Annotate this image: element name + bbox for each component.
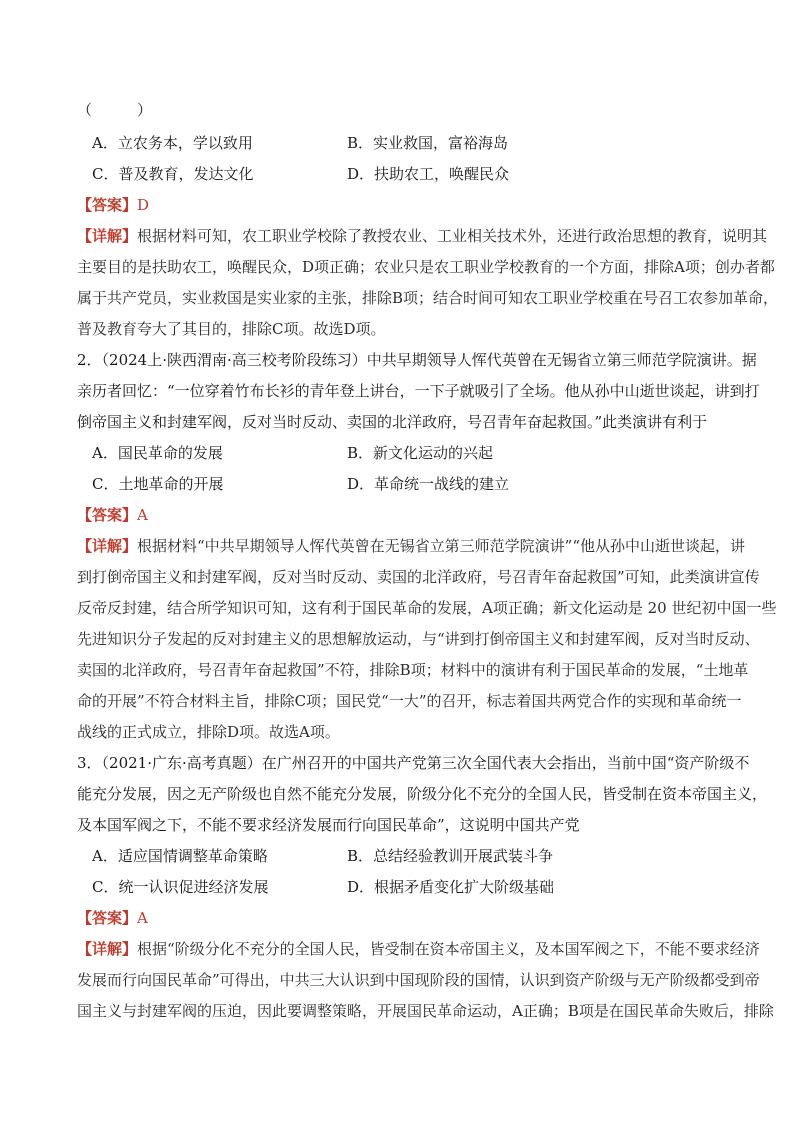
q2-detail-line-5: 卖国的北洋政府，号召青年奋起救国”不符，排除B项；材料中的演讲有利于国民革命的发展，“土地革 [77,661,749,679]
q1-option-a: A．立农务本，学以致用 [92,134,253,152]
q1-answer-line [77,195,754,215]
q2-detail-line-4: 先进知识分子发起的反对封建主义的思想解放运动，与“讲到打倒帝国主义和封建军阀，反对当时反动、 [77,630,760,648]
q2-answer: A [137,506,148,524]
q2-option-b: B．新文化运动的兴起 [347,444,494,462]
detail-tag: 【详解】 [77,227,138,245]
q2-stem-line-1: 2．（2024上·陕西渭南·高三校考阶段练习）中共早期领导人恽代英曾在无锡省立第三师范学院演讲。据 [77,351,757,369]
answer-tag: 【答案】 [77,909,138,927]
q3-option-d: D．根据矛盾变化扩大阶级基础 [347,878,555,896]
q3-option-b: B．总结经验教训开展武装斗争 [347,847,554,865]
detail-tag: 【详解】 [77,940,138,958]
q3-detail-text: 根据“阶级分化不充分的全国人民，皆受制在资本帝国主义，及本国军阀之下，不能不要求经济 [137,940,760,958]
q3-stem-line-2: 能充分发展，因之无产阶级也自然不能充分发展，阶级分化不充分的全国人民，皆受制在资本帝国主义， [77,785,768,803]
q3-detail-line-3: 国主义与封建军阀的压迫，因此要调整策略，开展国民革命运动，A正确；B项是在国民革命失败后，排除 [77,1002,774,1020]
q2-option-d: D．革命统一战线的建立 [347,475,510,493]
q3-detail-line-2: 发展而行向国民革命”可得出，中共三大认识到中国现阶段的国情，认识到资产阶级与无产阶级都受到帝 [77,971,760,989]
answer-tag: 【答案】 [77,506,138,524]
q1-option-d: D．扶助农工，唤醒民众 [347,165,510,183]
detail-tag: 【详解】 [77,537,138,555]
q2-detail-line-6: 命的开展”不符合材料主旨，排除C项；国民党“一大”的召开，标志着国共两党合作的实现和革命统一 [77,692,742,710]
q2-detail-text: 根据材料“中共早期领导人恽代英曾在无锡省立第三师范学院演讲”“他从孙中山逝世谈起，讲 [137,537,746,555]
q1-detail-text: 根据材料可知，农工职业学校除了教授农业、工业相关技术外，还进行政治思想的教育，说明其 [137,227,768,245]
q1-detail-line-2: 主要目的是扶助农工，唤醒民众，D项正确；农业只是农工职业学校教育的一个方面，排除A项；创办者都 [77,258,775,276]
q2-answer-line [77,505,754,525]
q2-option-c: C．土地革命的开展 [92,475,224,493]
q2-detail-line-3: 反帝反封建，结合所学知识可知，这有利于国民革命的发展，A项正确；新文化运动是 20 世纪初中国一些 [77,599,777,617]
q1-option-b: B．实业救国，富裕海岛 [347,134,509,152]
q3-answer: A [137,909,148,927]
q1-detail-line-4: 普及教育夸大了其目的，排除C项。故选D项。 [77,320,386,338]
q3-detail-line-1 [77,939,760,959]
q3-option-a: A．适应国情调整革命策略 [92,847,268,865]
q1-option-c: C．普及教育，发达文化 [92,165,254,183]
q2-stem-line-2: 亲历者回忆：“一位穿着竹布长衫的青年登上讲台，一下子就吸引了全场。他从孙中山逝世谈起，讲到打 [77,382,760,400]
q2-detail-line-7: 战线的正式成立，排除D项。故选A项。 [77,723,340,741]
q2-option-a: A．国民革命的发展 [92,444,223,462]
q3-option-c: C．统一认识促进经济发展 [92,878,269,896]
q1-answer: D [137,196,150,214]
q1-paren: （ ） [77,101,153,119]
q2-detail-line-2: 到打倒帝国主义和封建军阀，反对当时反动、卖国的北洋政府，号召青年奋起救国”可知，此类演讲宣传 [77,568,760,586]
q3-stem-line-1: 3．（2021·广东·高考真题）在广州召开的中国共产党第三次全国代表大会指出，当前中国“资产阶级不 [77,754,750,772]
q2-stem-line-3: 倒帝国主义和封建军阀，反对当时反动、卖国的北洋政府，号召青年奋起救国。”此类演讲有利于 [77,413,708,431]
q1-detail-line-3: 属于共产党员，实业救国是实业家的主张，排除B项；结合时间可知农工职业学校重在号召工农参加革命， [77,289,779,307]
answer-tag: 【答案】 [77,196,138,214]
q1-detail-line-1 [77,226,768,246]
q3-answer-line [77,908,754,928]
q3-stem-line-3: 及本国军阀之下，不能不要求经济发展而行向国民革命”，这说明中国共产党 [77,816,580,834]
q2-detail-line-1 [77,536,754,556]
